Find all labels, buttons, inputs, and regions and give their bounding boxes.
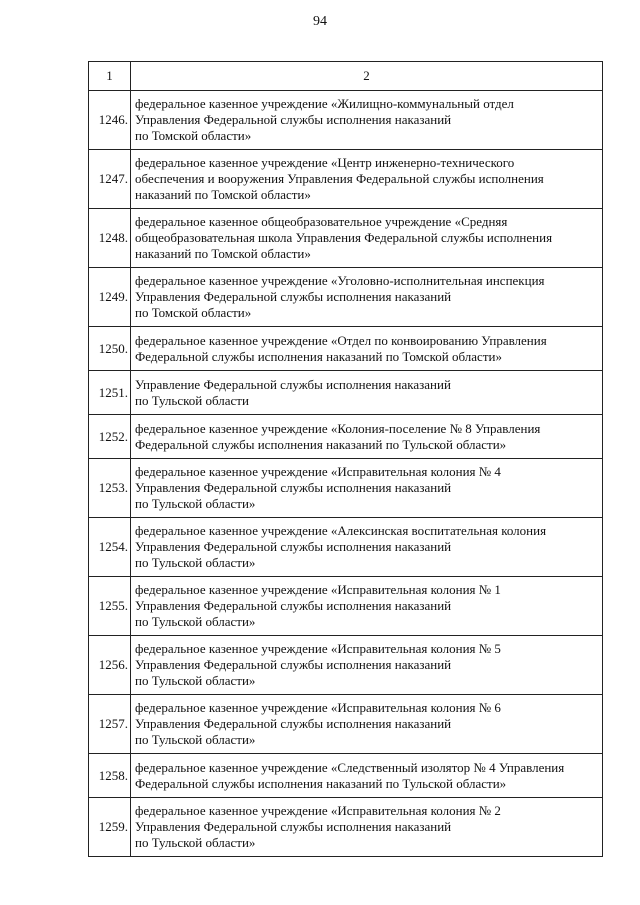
table-row [89, 327, 603, 371]
row-number: 1257. [89, 695, 131, 754]
table-row [89, 150, 603, 209]
row-text: федеральное казенное учреждение «Следственный изолятор № 4 Управления Федеральной службы исполнения наказаний по Тульской области» [131, 754, 603, 798]
column-header-number: 1 [89, 62, 131, 91]
table-row [89, 577, 603, 636]
table-row [89, 415, 603, 459]
row-number: 1258. [89, 754, 131, 798]
row-number: 1252. [89, 415, 131, 459]
row-text: федеральное казенное учреждение «Исправительная колония № 6 Управления Федеральной службы исполнения наказаний по Тульской области» [131, 695, 603, 754]
table-row [89, 209, 603, 268]
table-row [89, 798, 603, 857]
row-text: федеральное казенное учреждение «Алексинская воспитательная колония Управления Федеральной службы исполнения наказаний по Тульской области» [131, 518, 603, 577]
row-number: 1255. [89, 577, 131, 636]
table-header-row [89, 62, 603, 91]
row-text: федеральное казенное учреждение «Отдел по конвоированию Управления Федеральной службы исполнения наказаний по Томской области» [131, 327, 603, 371]
table-row [89, 268, 603, 327]
row-number: 1250. [89, 327, 131, 371]
row-number: 1249. [89, 268, 131, 327]
row-number: 1247. [89, 150, 131, 209]
table-row [89, 695, 603, 754]
institutions-table [88, 61, 603, 857]
table-row [89, 91, 603, 150]
row-number: 1259. [89, 798, 131, 857]
row-text: федеральное казенное учреждение «Жилищно-коммунальный отдел Управления Федеральной службы исполнения наказаний по Томской области» [131, 91, 603, 150]
row-text: федеральное казенное учреждение «Колония-поселение № 8 Управления Федеральной службы исполнения наказаний по Тульской области» [131, 415, 603, 459]
table-row [89, 754, 603, 798]
row-number: 1256. [89, 636, 131, 695]
page-number: 94 [313, 14, 327, 29]
table-row [89, 371, 603, 415]
row-number: 1248. [89, 209, 131, 268]
row-text: федеральное казенное учреждение «Центр инженерно-технического обеспечения и вооружения Управления Федеральной службы исполнения наказаний по Томской области» [131, 150, 603, 209]
row-text: федеральное казенное учреждение «Исправительная колония № 4 Управления Федеральной службы исполнения наказаний по Тульской области» [131, 459, 603, 518]
column-header-name: 2 [131, 62, 603, 91]
row-text: федеральное казенное учреждение «Исправительная колония № 1 Управления Федеральной службы исполнения наказаний по Тульской области» [131, 577, 603, 636]
row-text: федеральное казенное общеобразовательное учреждение «Средняя общеобразовательная школа Управления Федеральной службы исполнения наказаний по Томской области» [131, 209, 603, 268]
row-text: федеральное казенное учреждение «Исправительная колония № 2 Управления Федеральной службы исполнения наказаний по Тульской области» [131, 798, 603, 857]
row-text: федеральное казенное учреждение «Уголовно-исполнительная инспекция Управления Федеральной службы исполнения наказаний по Томской области» [131, 268, 603, 327]
row-number: 1254. [89, 518, 131, 577]
row-text: Управление Федеральной службы исполнения наказаний по Тульской области [131, 371, 603, 415]
table-row [89, 636, 603, 695]
row-number: 1246. [89, 91, 131, 150]
row-text: федеральное казенное учреждение «Исправительная колония № 5 Управления Федеральной службы исполнения наказаний по Тульской области» [131, 636, 603, 695]
row-number: 1251. [89, 371, 131, 415]
table-row [89, 459, 603, 518]
table-row [89, 518, 603, 577]
row-number: 1253. [89, 459, 131, 518]
